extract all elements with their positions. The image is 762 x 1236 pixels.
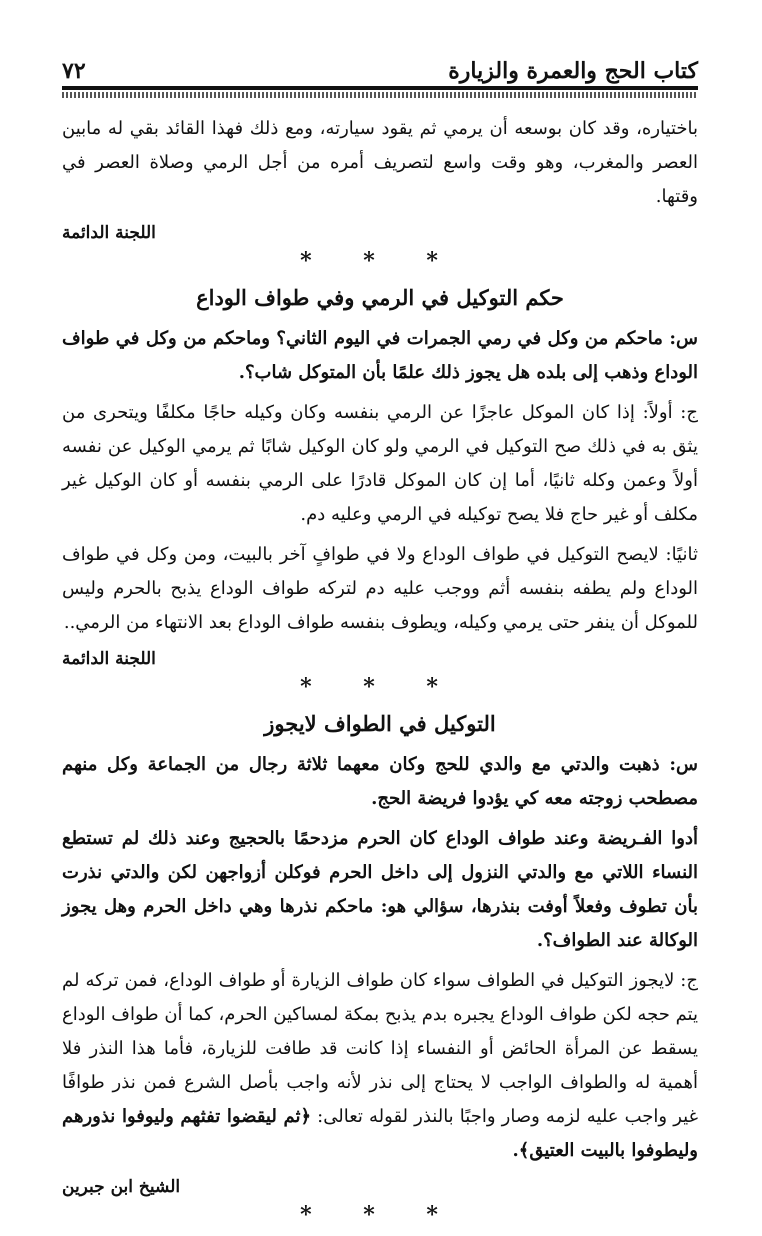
fatwa-signature: اللجنة الدائمة bbox=[62, 649, 156, 669]
section-title: حكم التوكيل في الرمي وفي طواف الوداع bbox=[196, 285, 564, 310]
continued-paragraph: باختياره، وقد كان بوسعه أن يرمي ثم يقود سيارته، ومع ذلك فهذا القائد بقي له مابين العصر والمغرب، وهو وقت واسع لتصريف أمره من أجل الرمي وصلاة العصر في وقتها. bbox=[62, 118, 698, 207]
fatwa-signature: اللجنة الدائمة bbox=[62, 223, 156, 243]
page-body bbox=[62, 112, 698, 1236]
answer-paragraph bbox=[62, 964, 698, 1168]
question-paragraph: س: ماحكم من وكل في رمي الجمرات في اليوم الثاني؟ وماحكم من وكل في طواف الوداع وذهب إلى بلده هل يجوز ذلك علمًا بأن المتوكل شاب؟. bbox=[62, 328, 698, 383]
answer-paragraph: ج: أولاً: إذا كان الموكل عاجزًا عن الرمي بنفسه وكان وكيله حاجًا مكلفًا ويتحرى من يثق به في ذلك صح التوكيل في الرمي ولو كان الوكيل شابًا ثم يرمي الوكيل عن نفسه أولاً وعمن وكله ثانيًا، أما إن كان الموكل قادرًا على الرمي بنفسه أو كان الوكيل غير مكلف أو غير حاج فلا يصح توكيله في الرمي وعليه دم. bbox=[62, 402, 698, 525]
question-paragraph: أدوا الفـريضة وعند طواف الوداع كان الحرم مزدحمًا بالحجيج وعند ذلك لم تستطع النساء اللاتي مع والدتي النزول إلى داخل الحرم فوكلن أزواجهن لكن والدتي نذرت بأن تطوف وفعلاً أوفت بنذرها، سؤالي هو: ماحكم نذرها وهي داخل الحرم وهل يجوز الوكالة عند الطواف؟. bbox=[62, 828, 698, 951]
answer-paragraph: ثانيًا: لايصح التوكيل في طواف الوداع ولا في طوافٍ آخر بالبيت، ومن وكل في طواف الوداع ولم يطفه بنفسه أثم ووجب عليه دم لتركه طواف الوداع يذبح بالحرم وليس للموكل أن ينفر حتى يرمي وكيله، ويطوف بنفسه طواف الوداع بعد الانتهاء من الرمي.. bbox=[62, 544, 698, 633]
header-dotted-rule bbox=[62, 92, 698, 98]
section-title: التوكيل في الطواف لايجوز bbox=[264, 711, 496, 736]
fatwa-signature: الشيخ ابن جبرين bbox=[62, 1177, 181, 1197]
page-header bbox=[62, 44, 698, 84]
book-title: كتاب الحج والعمرة والزيارة bbox=[448, 58, 698, 84]
section-separator: * * * bbox=[300, 248, 460, 274]
section-separator: * * * bbox=[300, 674, 460, 700]
answer-text: ج: لايجوز التوكيل في الطواف سواء كان طواف الزيارة أو طواف الوداع، فمن تركه لم يتم حجه لكن طواف الوداع يجبره بدم يذبح بمكة لمساكين الحرم، كما أن طواف الوداع يسقط عن المرأة الحائض أو النفساء إذا كانت قد طافت للزيارة، فأما هذا النذر فلا أهمية له والطواف الواجب لا يحتاج إلى نذر لأنه واجب بأصل الشرع فمن نذر طوافًا غير واجب عليه لزمه وصار واجبًا بالنذر لقوله تعالى: bbox=[62, 970, 699, 1127]
page-number: ٧٢ bbox=[62, 58, 86, 84]
header-rule bbox=[62, 86, 698, 90]
section-separator: * * * bbox=[300, 1202, 460, 1228]
quran-verse: ﴿ثم ليقضوا تفثهم وليوفوا نذورهم وليطوفوا بالبيت العتيق﴾. bbox=[62, 1106, 698, 1161]
question-paragraph: س: ذهبت والدتي مع والدي للحج وكان معهما ثلاثة رجال من الجماعة وكل منهم مصطحب زوجته معه كي يؤدوا فريضة الحج. bbox=[62, 754, 698, 809]
